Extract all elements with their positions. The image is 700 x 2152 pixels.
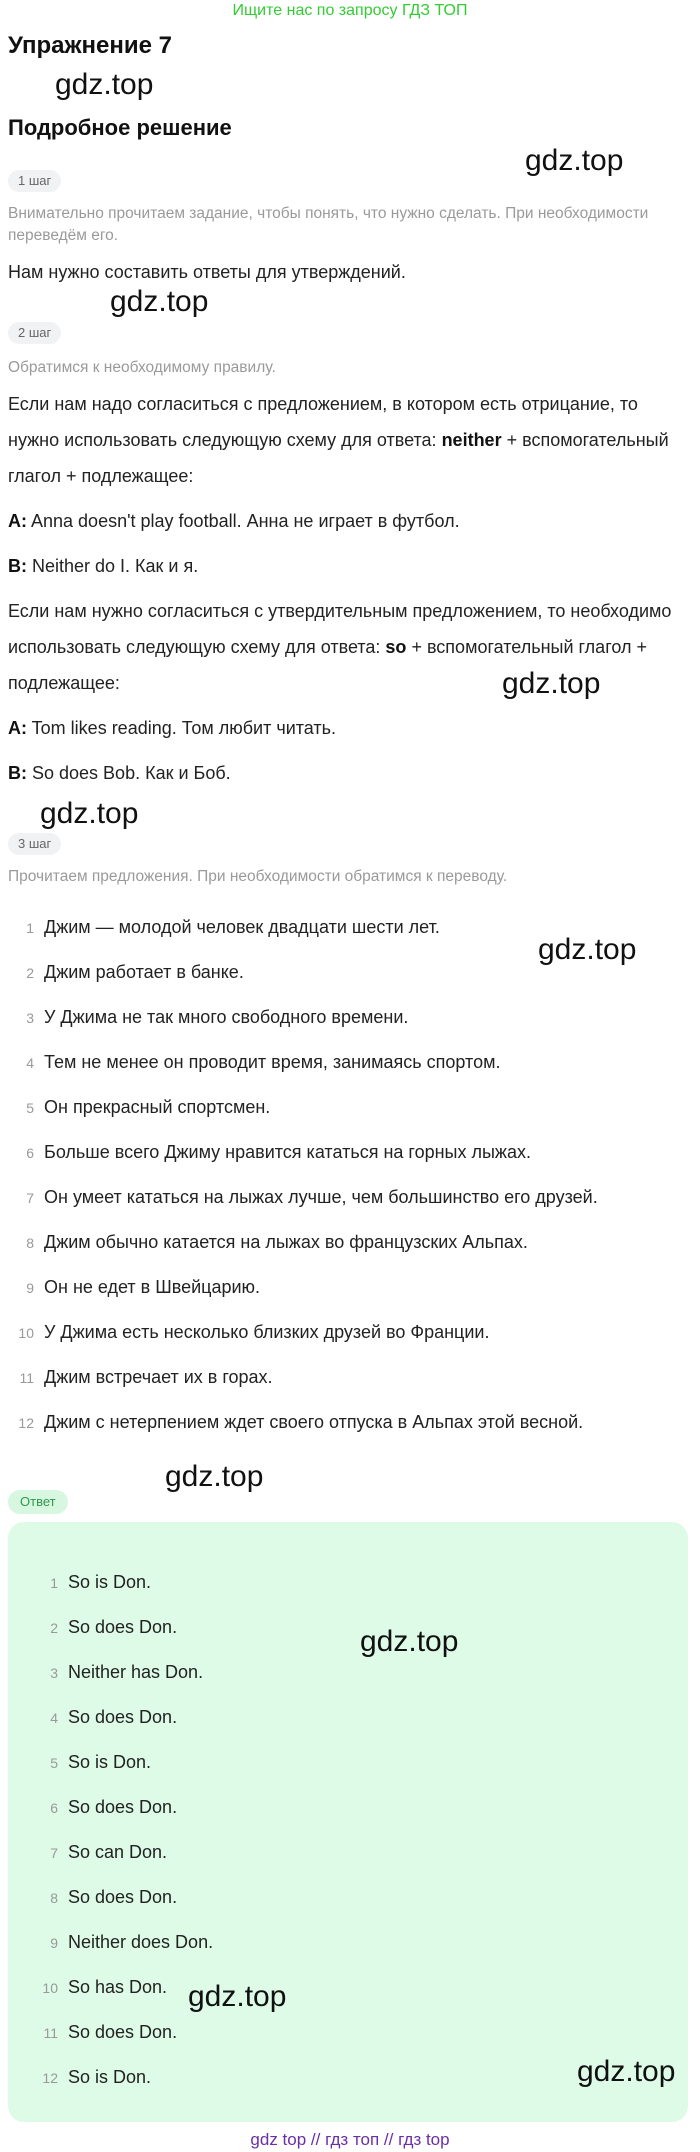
footer-links[interactable]: gdz top // гдз топ // гдз top: [250, 2130, 450, 2149]
list-item: 4 So does Don.: [50, 1707, 178, 1727]
step-note: Прочитаем предложения. При необходимости обратимся к переводу.: [8, 868, 508, 885]
list-item: 8 So does Don.: [50, 1887, 178, 1907]
watermark: gdz.top: [538, 933, 637, 966]
watermark: gdz.top: [188, 1980, 287, 2013]
list-item: 6 So does Don.: [50, 1797, 178, 1817]
watermark: gdz.top: [525, 144, 624, 177]
list-item: 12 So is Don.: [42, 2067, 152, 2087]
section-title: Подробное решение: [8, 115, 232, 140]
rule-paragraph: Если нам надо согласиться с предложением, в котором есть отрицание, то нужно использовать следующую схему для ответа: neither + вспомогательный глагол + подлежащее:: [8, 394, 669, 486]
list-item: 11 Джим встречает их в горах.: [19, 1367, 273, 1387]
page-title: Упражнение 7: [8, 32, 172, 59]
watermark: gdz.top: [55, 68, 154, 101]
list-item: 9 Neither does Don.: [50, 1932, 214, 1952]
watermark: gdz.top: [110, 285, 209, 318]
list-item: 6 Больше всего Джиму нравится кататься на горных лыжах.: [26, 1142, 531, 1162]
keyword: so: [385, 637, 407, 657]
watermark: gdz.top: [502, 667, 601, 700]
list-item: 1 Джим — молодой человек двадцати шести лет.: [26, 917, 440, 937]
watermark: gdz.top: [165, 1460, 264, 1493]
example-line: B: Neither do I. Как и я.: [8, 556, 199, 576]
sentence-list: [8, 905, 688, 1445]
list-item: 9 Он не едет в Швейцарию.: [26, 1277, 261, 1297]
list-item: 5 So is Don.: [50, 1752, 152, 1772]
list-item: 3 Neither has Don.: [50, 1662, 204, 1682]
watermark: gdz.top: [40, 797, 139, 830]
list-item: 3 У Джима не так много свободного времени.: [26, 1007, 409, 1027]
step-note: Обратимся к необходимому правилу.: [8, 359, 276, 376]
list-item: 4 Тем не менее он проводит время, занимаясь спортом.: [26, 1052, 501, 1072]
watermark: gdz.top: [577, 2055, 676, 2088]
example-line: A: Tom likes reading. Том любит читать.: [8, 718, 337, 738]
watermark: gdz.top: [360, 1625, 459, 1658]
example-line: B: So does Bob. Как и Боб.: [8, 763, 231, 783]
answer-badge: Ответ: [8, 1490, 68, 1514]
keyword: neither: [441, 430, 502, 450]
top-banner-link[interactable]: Ищите нас по запросу ГДЗ ТОП: [232, 2, 468, 19]
list-item: 2 Джим работает в банке.: [26, 962, 244, 982]
step-badge: 2 шаг: [8, 322, 61, 344]
list-item: 12 Джим с нетерпением ждет своего отпуска в Альпах этой весной.: [18, 1412, 584, 1432]
list-item: 10 So has Don.: [42, 1977, 168, 1997]
example-line: A: Anna doesn't play football. Анна не играет в футбол.: [8, 511, 460, 531]
list-item: 8 Джим обычно катается на лыжах во французских Альпах.: [26, 1232, 528, 1252]
list-item: 1 So is Don.: [50, 1572, 152, 1592]
list-item: 2 So does Don.: [50, 1617, 178, 1637]
step-badge: 3 шаг: [8, 833, 61, 855]
step-badge: 1 шаг: [8, 170, 61, 192]
step-note: Внимательно прочитаем задание, чтобы понять, что нужно сделать. При необходимости переведём его.: [8, 205, 649, 244]
rule-paragraph: Если нам нужно согласиться с утвердительным предложением, то необходимо использовать следующую схему для ответа: so + вспомогательный глагол + подлежащее:: [8, 601, 672, 693]
step-text: Нам нужно составить ответы для утверждений.: [8, 262, 406, 282]
answer-list: [8, 1560, 688, 2100]
list-item: 5 Он прекрасный спортсмен.: [26, 1097, 271, 1117]
list-item: 7 Он умеет кататься на лыжах лучше, чем большинство его друзей.: [26, 1187, 598, 1207]
list-item: 11 So does Don.: [43, 2022, 178, 2042]
list-item: 7 So can Don.: [50, 1842, 168, 1862]
list-item: 10 У Джима есть несколько близких друзей во Франции.: [18, 1322, 490, 1342]
